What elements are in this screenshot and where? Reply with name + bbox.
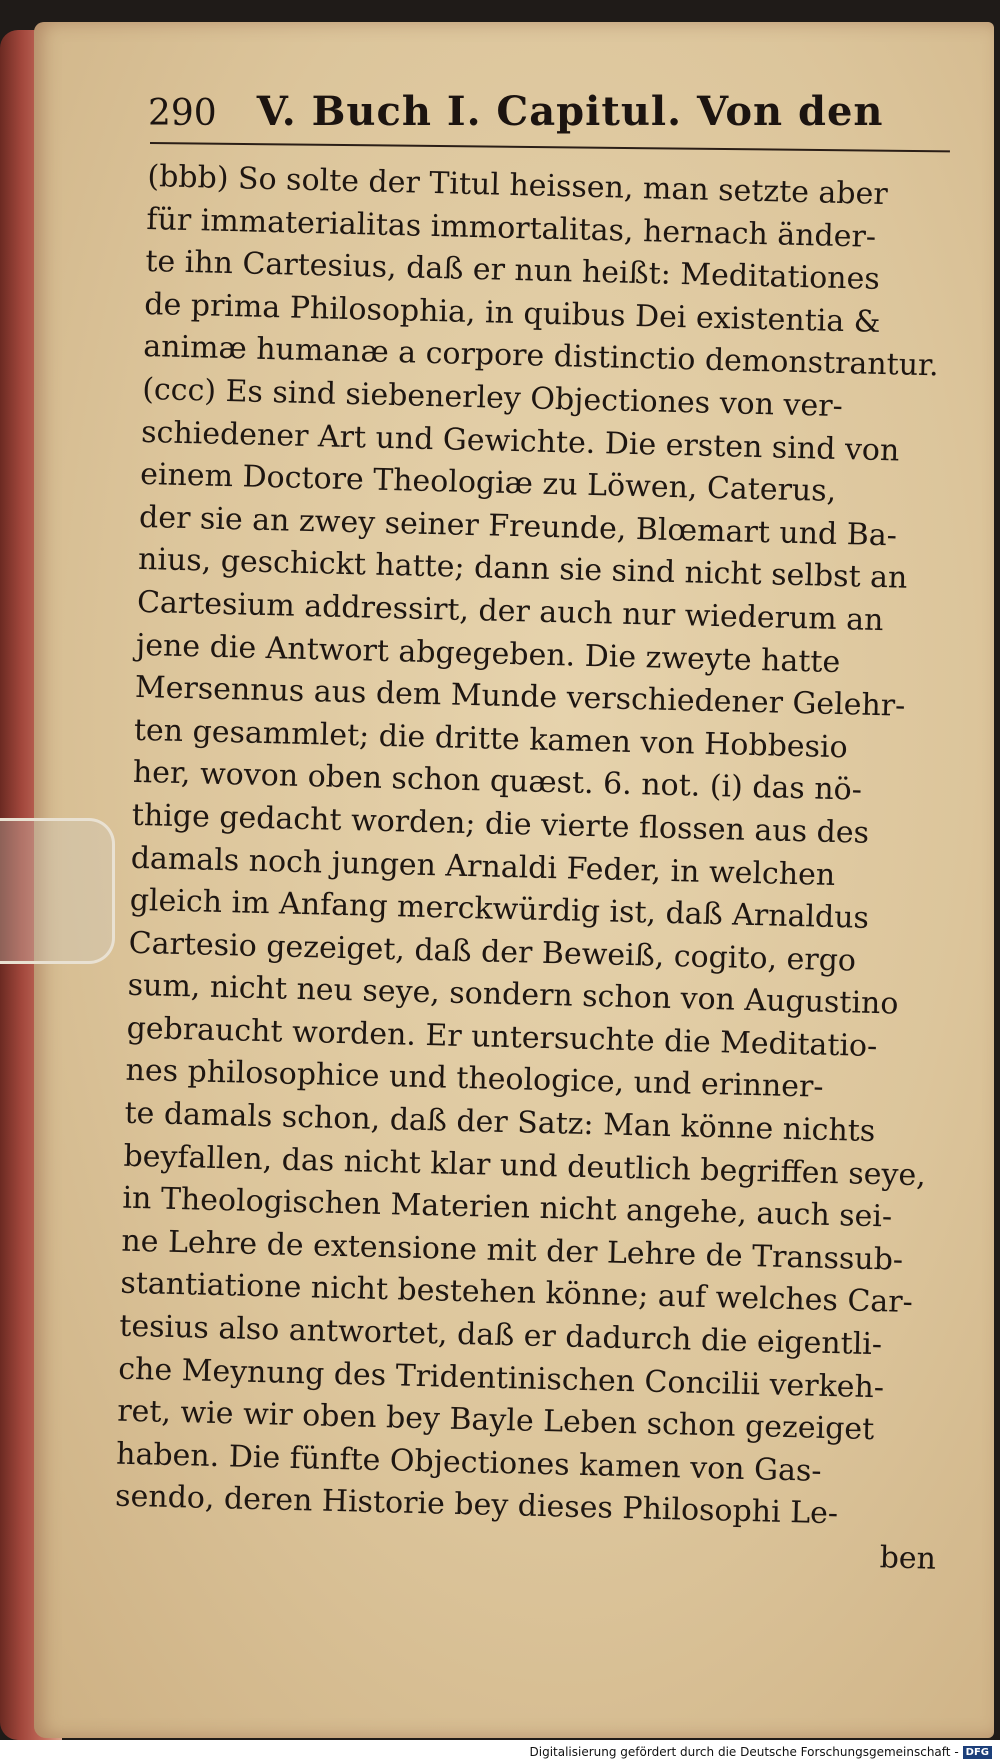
text-line: che Meynung des Tridentinischen Concilii verkeh-	[117, 1351, 885, 1405]
page-number: 290	[148, 93, 217, 134]
text-line: Cartesium addressirt, der auch nur wiederum an	[136, 584, 884, 639]
text-line: thige gedacht worden; die vierte flossen aus des	[131, 797, 870, 851]
text-line: schiedener Art und Gewichte. Die ersten sind von	[140, 414, 900, 469]
text-line: her, wovon oben schon quæst. 6. not. (i) das nö-	[132, 755, 863, 808]
text-line: gebraucht worden. Er untersuchte die Meditatio-	[126, 1010, 878, 1064]
text-line: te ihn Cartesius, daß er nun heißt: Meditationes	[144, 244, 881, 298]
running-head: V. Buch I. Capitul. Von den	[256, 88, 884, 135]
text-line: nes philosophice und theologice, und erinner-	[125, 1053, 824, 1106]
digitization-footer	[0, 1740, 1000, 1764]
text-line: damals noch jungen Arnaldi Feder, in welchen	[130, 840, 836, 893]
text-line: tesius also antwortet, daß er dadurch die eigentli-	[118, 1308, 883, 1363]
dfg-logo: DFG	[963, 1746, 992, 1759]
text-line: (ccc) Es sind siebenerley Objectiones von ver-	[141, 371, 844, 425]
text-line: ten gesammlet; die dritte kamen von Hobbesio	[133, 712, 849, 765]
text-line: ret, wie wir oben bey Bayle Leben schon gezeiget	[116, 1393, 875, 1448]
text-line: sum, nicht neu seye, sondern schon von Augustino	[127, 968, 899, 1022]
body-text	[114, 156, 970, 1581]
text-line: stantiatione nicht bestehen könne; auf welches Car-	[120, 1266, 914, 1321]
text-line: animæ humanæ a corpore distinctio demonstrantur.	[142, 329, 940, 384]
text-line: ne Lehre de extensione mit der Lehre de Transsub-	[121, 1223, 904, 1278]
text-line: haben. Die fünfte Objectiones kamen von Gas-	[115, 1436, 822, 1489]
text-line: der sie an zwey seiner Freunde, Blœmart und Ba-	[138, 499, 898, 554]
text-line: jene die Antwort abgegeben. Die zweyte hatte	[135, 627, 841, 680]
catchword: ben	[879, 1540, 937, 1577]
text-line: (bbb) So solte der Titul heissen, man setzte aber	[147, 158, 889, 213]
text-line: de prima Philosophia, in quibus Dei existentia &	[143, 286, 881, 340]
text-line: Cartesio gezeiget, daß der Beweiß, cogito, ergo	[128, 925, 857, 979]
text-line: Mersennus aus dem Munde verschiedener Gelehr-	[134, 669, 906, 724]
text-line: sendo, deren Historie bey dieses Philosophi Le-	[114, 1479, 839, 1532]
footer-credit: Digitalisierung gefördert durch die Deutsche Forschungsgemeinschaft -	[529, 1745, 959, 1759]
text-line: in Theologischen Materien nicht angehe, auch sei-	[122, 1180, 893, 1235]
text-line: beyfallen, das nicht klar und deutlich begriffen seye,	[123, 1138, 927, 1193]
text-line: te damals schon, daß der Satz: Man könne nichts	[124, 1095, 876, 1150]
page-clip-tab	[0, 818, 115, 964]
text-line: gleich im Anfang merckwürdig ist, daß Arnaldus	[129, 882, 870, 936]
text-line: für immaterialitas immortalitas, hernach änder-	[146, 201, 877, 255]
text-line: einem Doctore Theologiæ zu Löwen, Caterus,	[139, 457, 837, 510]
text-line: nius, geschickt hatte; dann sie sind nicht selbst an	[137, 542, 908, 597]
page-header	[148, 88, 938, 135]
